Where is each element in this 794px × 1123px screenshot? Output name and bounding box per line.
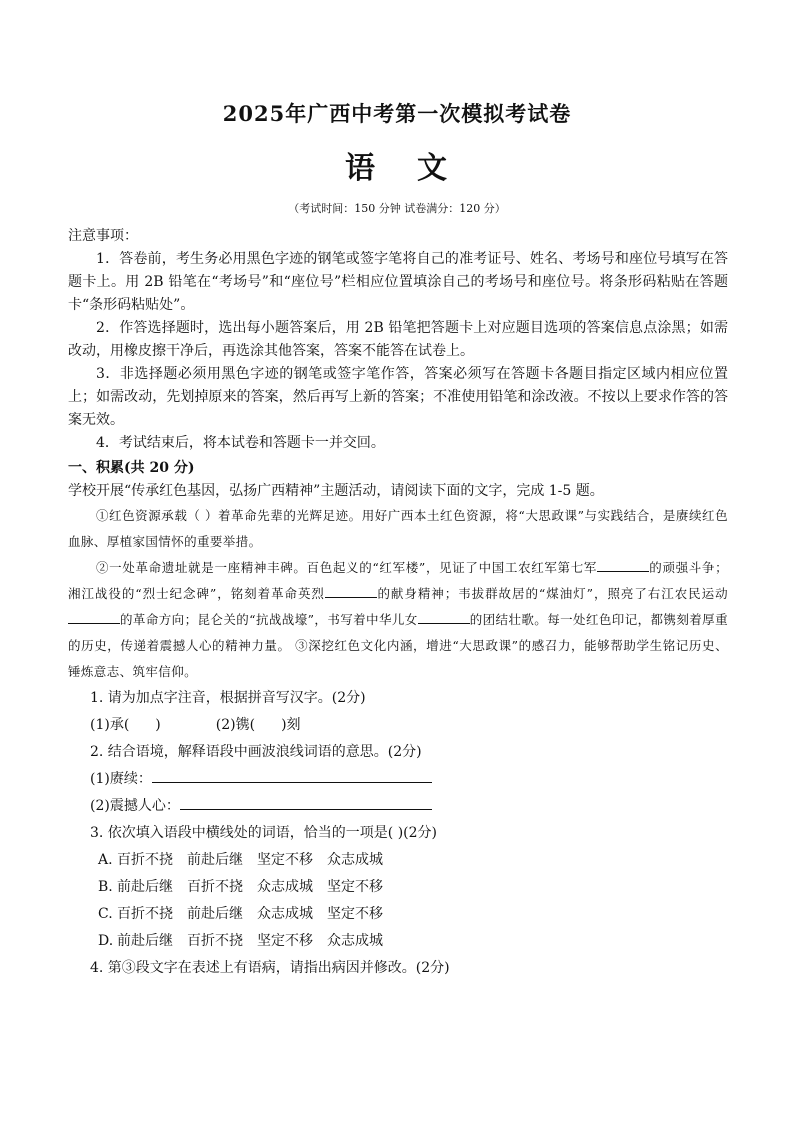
exam-meta: （考试时间：150 分钟 试卷满分：120 分） <box>288 202 506 215</box>
q1-part-b-close: )刻 <box>281 717 301 733</box>
option-letter: D. <box>98 933 114 949</box>
notice-item-2: 2．作答选择题时，选出每小题答案后，用 2B 铅笔把答题卡上对应题目选项的答案信息点涂黑；如需改动，用橡皮擦干净后，再选涂其他答案，答案不能答在试卷上。 <box>68 320 728 359</box>
fill-blank-4 <box>418 608 470 624</box>
notice-item-3: 3．非选择题必须用黑色字迹的钢笔或签字笔作答，答案必须写在答题卡各题目指定区域内相应位置上；如需改动，先划掉原来的答案，然后再写上新的答案；不准使用铅笔和涂改液。不按以上要求作答的答案无效。 <box>68 366 728 428</box>
option-word: 坚定不移 <box>327 906 383 922</box>
question-1-stem: 1. 请为加点字注音，根据拼音写汉字。(2分) <box>90 690 366 706</box>
option-word: 众志成城 <box>257 906 313 922</box>
passage-text: 的团结壮歌。每一处红色印记，都镌刻着厚重的历史，传递着震撼人心的精神力量。 ③深挖红色文化内涵，增进“大思政课”的感召力，能够帮助学生铭记历史、锤炼意志、筑牢信仰。 <box>68 612 728 679</box>
exam-title: 2025年广西中考第一次模拟考试卷 <box>222 101 572 126</box>
option-word: 前赴后继 <box>187 852 243 868</box>
question-2-part-b <box>68 793 728 820</box>
question-3-stem: 3. 依次填入语段中横线处的词语，恰当的一项是( )(2分) <box>90 825 438 841</box>
passage-paragraph-2 <box>68 555 728 685</box>
option-word: 众志成城 <box>257 879 313 895</box>
question-1-answers <box>68 712 728 739</box>
option-word: 百折不挠 <box>117 852 173 868</box>
option-word: 前赴后继 <box>187 906 243 922</box>
passage-text: 的顽强斗争；湘江战役的“烈士纪念碑”，铭刻着革命英烈 <box>68 560 728 601</box>
q2-part-a-label: (1)赓续： <box>90 771 152 787</box>
option-d[interactable] <box>68 928 728 955</box>
option-word: 百折不挠 <box>187 879 243 895</box>
section-heading: 一、积累(共 20 分) <box>68 460 195 476</box>
q1-part-b-label: (2)镌( <box>215 717 256 733</box>
option-word: 百折不挠 <box>187 933 243 949</box>
q2-part-a-answer-line[interactable] <box>152 767 432 783</box>
passage-text: 的献身精神；韦拔群故居的“煤油灯”，照亮了右江农民运动 <box>376 586 728 601</box>
section-intro: 学校开展“传承红色基因，弘扬广西精神”主题活动，请阅读下面的文字，完成 1-5 题。 <box>68 483 604 499</box>
subject-char-1: 语 <box>345 151 377 186</box>
notice-item-1: 1．答卷前，考生务必用黑色字迹的钢笔或签字笔将自己的准考证号、姓名、考场号和座位号填写在答题卡上。用 2B 铅笔在“考场号”和“座位号”栏相应位置填涂自己的考场号和座位号。将条形码粘贴在答题卡“条形码粘贴处”。 <box>68 251 728 313</box>
q1-part-a-close: ) <box>155 717 161 733</box>
subject-title <box>0 143 794 187</box>
option-word: 众志成城 <box>327 852 383 868</box>
option-word: 坚定不移 <box>257 852 313 868</box>
fill-blank-2 <box>325 582 377 598</box>
passage-text: ②一处革命遗址就是一座精神丰碑。百色起义的“红军楼”，见证了中国工农红军第七军 <box>96 560 598 575</box>
option-letter: B. <box>98 879 113 895</box>
question-2-part-a <box>68 766 728 793</box>
q1-part-a-label: (1)承( <box>90 717 130 733</box>
q2-part-b-answer-line[interactable] <box>180 794 432 810</box>
option-letter: A. <box>98 852 113 868</box>
question-4-stem: 4. 第③段文字在表述上有语病，请指出病因并修改。(2分) <box>90 960 450 976</box>
option-b[interactable] <box>68 874 728 901</box>
q2-part-b-label: (2)震撼人心： <box>90 798 180 814</box>
question-2-stem: 2. 结合语境，解释语段中画波浪线词语的意思。(2分) <box>90 744 422 760</box>
option-word: 百折不挠 <box>117 906 173 922</box>
option-a[interactable] <box>68 847 728 874</box>
option-word: 坚定不移 <box>257 933 313 949</box>
option-letter: C. <box>98 906 113 922</box>
option-word: 前赴后继 <box>117 933 173 949</box>
exam-body <box>68 225 728 982</box>
option-c[interactable] <box>68 901 728 928</box>
subject-char-2: 文 <box>417 151 449 186</box>
option-word: 众志成城 <box>327 933 383 949</box>
fill-blank-1 <box>597 556 649 572</box>
passage-text: 的革命方向；昆仑关的“抗战战壕”，书写着中华儿女 <box>120 612 418 627</box>
option-word: 坚定不移 <box>327 879 383 895</box>
fill-blank-3 <box>68 608 120 624</box>
passage-paragraph-1: ①红色资源承载（ ）着革命先辈的光辉足迹。用好广西本土红色资源，将“大思政课”与实践结合，是赓续红色血脉、厚植家国情怀的重要举措。 <box>68 508 728 549</box>
option-word: 前赴后继 <box>117 879 173 895</box>
notice-heading: 注意事项： <box>68 228 138 244</box>
notice-item-4: 4．考试结束后，将本试卷和答题卡一并交回。 <box>96 435 385 451</box>
